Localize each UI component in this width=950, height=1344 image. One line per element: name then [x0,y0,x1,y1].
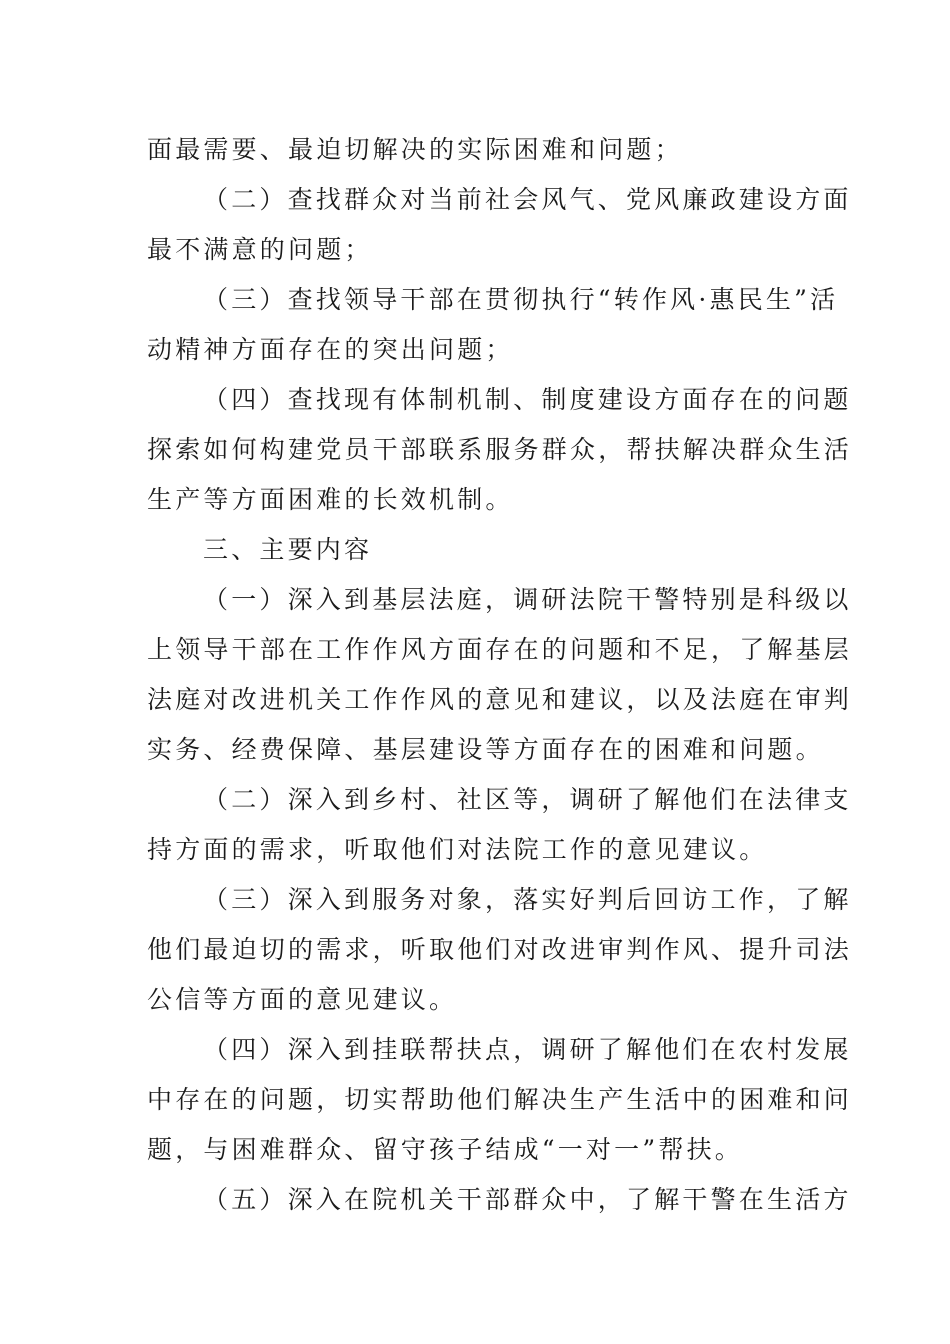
body-text [147,125,853,1225]
text-line: 中存在的问题，切实帮助他们解决生产生活中的困难和问 [147,1085,853,1114]
text-line: （三）查找领导干部在贯彻执行“转作风·惠民生”活 [203,285,839,314]
text-line: 生产等方面困难的长效机制。 [147,485,514,514]
text-line: （四）深入到挂联帮扶点，调研了解他们在农村发展 [203,1035,852,1064]
text-line: 面最需要、最迫切解决的实际困难和问题； [147,135,683,164]
text-line: 持方面的需求，听取他们对法院工作的意见建议。 [147,835,768,864]
text-line: 动精神方面存在的突出问题； [147,335,514,364]
text-line: 题，与困难群众、留守孩子结成“一对一”帮扶。 [147,1135,743,1164]
text-line: （一）深入到基层法庭，调研法院干警特别是科级以 [203,585,852,614]
text-line: 最不满意的问题； [147,235,373,264]
text-line: 上领导干部在工作作风方面存在的问题和不足，了解基层 [147,635,853,664]
section-heading: 三、主要内容 [203,535,373,564]
text-line: （二）查找群众对当前社会风气、党风廉政建设方面 [203,185,852,214]
text-line: 探索如何构建党员干部联系服务群众，帮扶解决群众生活 [147,435,853,464]
text-line: （三）深入到服务对象，落实好判后回访工作，了解 [203,885,852,914]
text-line: 实务、经费保障、基层建设等方面存在的困难和问题。 [147,735,824,764]
text-line: （二）深入到乡村、社区等，调研了解他们在法律支 [203,785,852,814]
text-line: 法庭对改进机关工作作风的意见和建议，以及法庭在审判 [147,685,853,714]
text-line: （四）查找现有体制机制、制度建设方面存在的问题 [203,385,852,414]
text-line: （五）深入在院机关干部群众中，了解干警在生活方 [203,1185,852,1214]
text-line: 公信等方面的意见建议。 [147,985,458,1014]
text-line: 他们最迫切的需求，听取他们对改进审判作风、提升司法 [147,935,853,964]
